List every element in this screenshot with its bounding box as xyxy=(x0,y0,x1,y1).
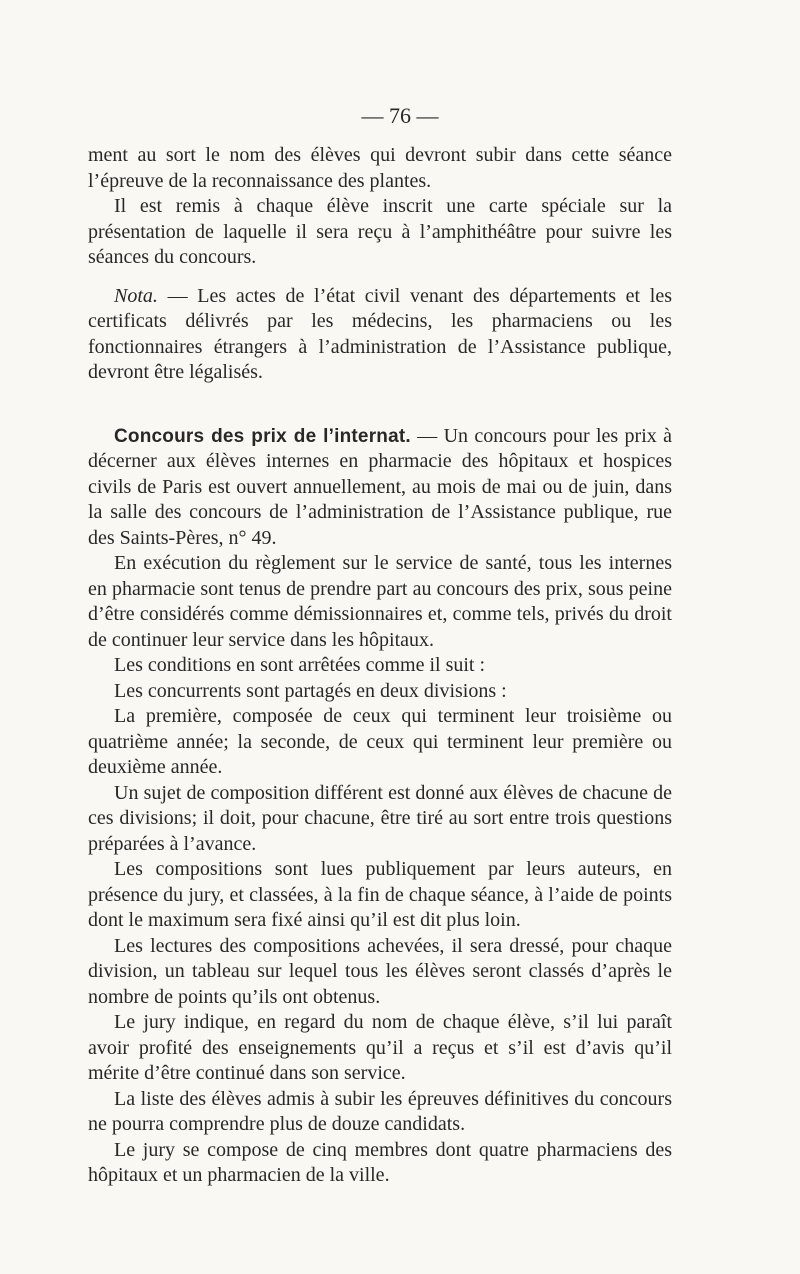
paragraph: Les compositions sont lues publiquement par leurs auteurs, en présence du jury, et classées, à la fin de chaque séance, à l’aide de points dont le maximum sera fixé ainsi qu’il est dit plus loin. xyxy=(88,858,672,931)
nota-dash: — xyxy=(157,284,198,307)
paragraph: Un sujet de composition différent est donné aux élèves de chacune de ces divisions; il doit, pour chacune, être tiré au sort entre trois questions préparées à l’avance. xyxy=(88,781,672,855)
paragraph: Le jury se compose de cinq membres dont quatre pharmaciens des hôpitaux et un pharmacien de la ville. xyxy=(88,1138,672,1186)
paragraph: Le jury indique, en regard du nom de chaque élève, s’il lui paraît avoir profité des enseignements qu’il a reçus et s’il est d’avis qu’il mérite d’être continué dans son service. xyxy=(88,1011,672,1084)
page-number: — 76 — xyxy=(361,103,439,128)
section-dash: — xyxy=(410,424,444,447)
paragraph: La première, composée de ceux qui terminent leur troisième ou quatrième année; la seconde, de ceux qui terminent leur première ou deuxième année. xyxy=(88,705,672,778)
section-paragraph xyxy=(88,424,672,552)
paragraph: Il est remis à chaque élève inscrit une carte spéciale sur la présentation de laquelle il sera reçu à l’amphithéâtre pour suivre les séances du concours. xyxy=(88,195,672,268)
nota-label: Nota. xyxy=(114,284,158,307)
paragraph: Les conditions en sont arrêtées comme il suit : xyxy=(114,654,486,676)
page-body xyxy=(88,143,672,1189)
nota-text: Les actes de l’état civil venant des départements et les certificats délivrés par les médecins, les pharmaciens ou les fonctionnaires étrangers à l’administration de l’Assistance publique, devront être légalisés. xyxy=(88,284,673,383)
paragraph: Les lectures des compositions achevées, il sera dressé, pour chaque division, un tableau sur lequel tous les élèves seront classés d’après le nombre de points qu’ils ont obtenus. xyxy=(88,934,672,1008)
paragraph: En exécution du règlement sur le service de santé, tous les internes en pharmacie sont tenus de prendre part au concours des prix, sous peine d’être considérés comme démissionnaires et, comme tels, privés du droit de continuer leur service dans les hôpitaux. xyxy=(88,552,672,651)
section-heading: Concours des prix de l’internat. xyxy=(114,425,411,447)
nota-paragraph xyxy=(88,284,672,386)
section-text: Un concours pour les prix à décerner aux élèves internes en pharmacie des hôpitaux et hospices civils de Paris est ouvert annuellement, au mois de mai ou de juin, dans la salle des concours de l’administration de l’Assistance publique, rue des Saints-Pères, n° 49. xyxy=(88,424,672,549)
paragraph: Les concurrents sont partagés en deux divisions : xyxy=(114,679,507,702)
paragraph: ment au sort le nom des élèves qui devront subir dans cette séance l’épreuve de la reconnaissance des plantes. xyxy=(88,144,672,192)
paragraph: La liste des élèves admis à subir les épreuves définitives du concours ne pourra comprendre plus de douze candidats. xyxy=(88,1087,672,1135)
